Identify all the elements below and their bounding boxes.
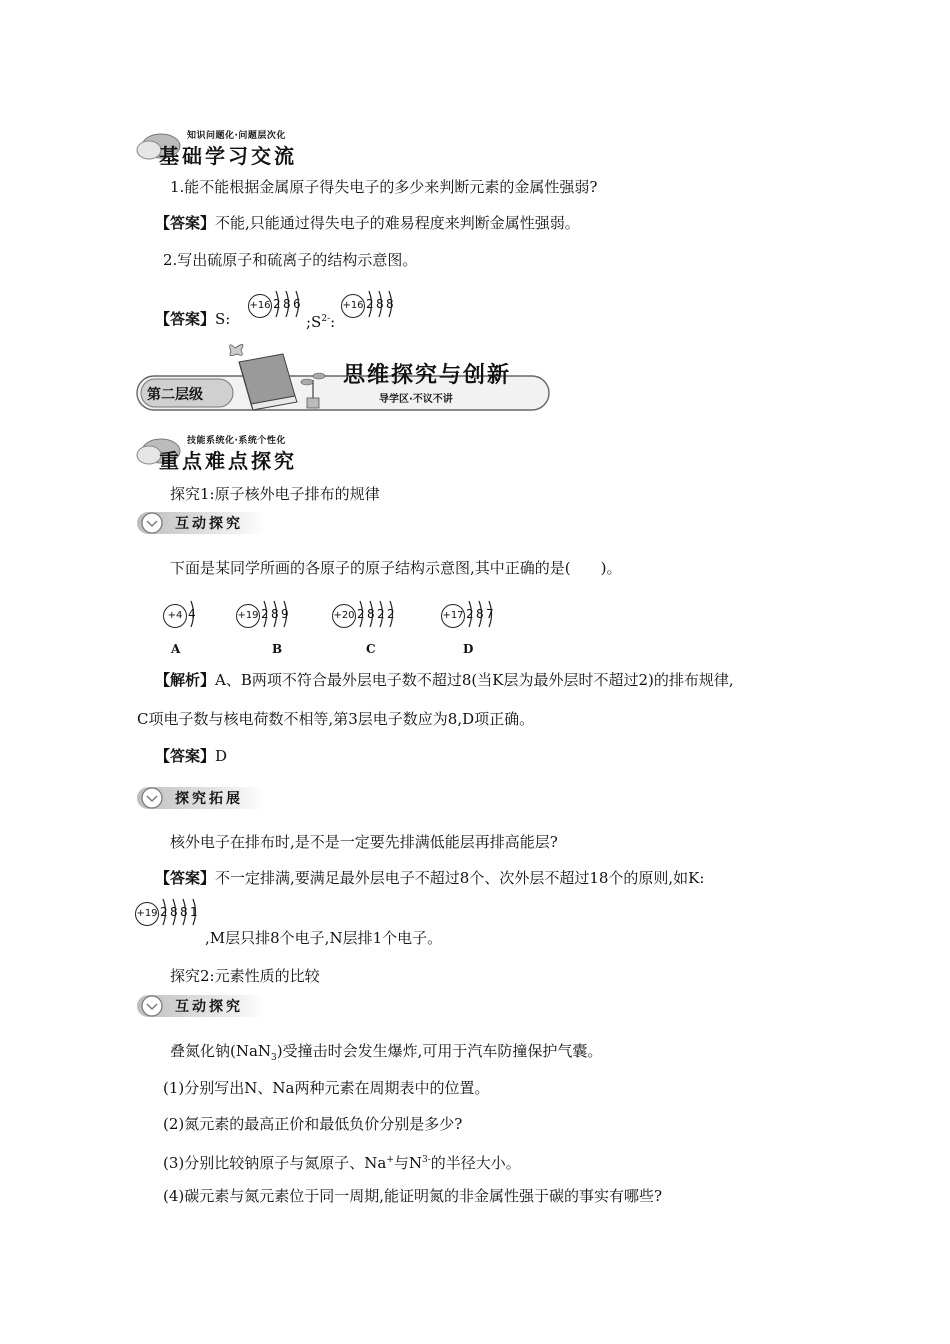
shell-electrons: 2 bbox=[387, 607, 395, 621]
explore1-heading: 探究1:原子核外电子排布的规律 bbox=[170, 485, 380, 503]
superscript: 3- bbox=[422, 1155, 431, 1165]
shell-electrons: 8 bbox=[283, 297, 291, 311]
nucleus: +20 bbox=[332, 604, 356, 628]
charge-sup: 2- bbox=[321, 314, 331, 324]
tab-label: 互动探究 bbox=[175, 516, 243, 532]
analysis-line-1 bbox=[155, 670, 734, 690]
answer-tag: 【答案】 bbox=[155, 214, 216, 232]
option-b-diagram bbox=[236, 596, 306, 656]
analysis-text: A、B两项不符合最外层电子数不超过8(当K层为最外层时不超过2)的排布规律, bbox=[215, 671, 734, 689]
intro-text: 叠氮化钠(NaN bbox=[170, 1042, 272, 1060]
q3-text: 的半径大小。 bbox=[430, 1154, 521, 1172]
option-c-diagram bbox=[332, 596, 412, 656]
q3-text: (3)分别比较钠原子与氮原子、Na bbox=[163, 1154, 387, 1172]
intro-text: )受撞击时会发生爆炸,可用于汽车防撞保护气囊。 bbox=[276, 1042, 603, 1060]
section-title: 重点难点探究 bbox=[159, 449, 297, 473]
shell-electrons: 8 bbox=[386, 297, 394, 311]
question-2: 2.写出硫原子和硫离子的结构示意图。 bbox=[163, 251, 418, 269]
answer-tag: 【答案】 bbox=[155, 747, 216, 765]
subscript: 3 bbox=[271, 1053, 277, 1063]
answer-s2-label bbox=[306, 309, 335, 332]
answer-1 bbox=[155, 213, 580, 233]
shell-electrons: 2 bbox=[466, 607, 474, 621]
shell-electrons: 8 bbox=[476, 607, 484, 621]
atom-diagram-s bbox=[248, 286, 308, 330]
separator: ;S bbox=[306, 313, 322, 331]
answer-3 bbox=[155, 746, 227, 766]
option-label: A bbox=[171, 642, 181, 656]
answer-s-label: S: bbox=[215, 310, 231, 328]
shell-electrons: 8 bbox=[170, 905, 178, 919]
level-banner bbox=[135, 340, 551, 416]
shell-electrons: 2 bbox=[366, 297, 374, 311]
nucleus: +4 bbox=[163, 604, 187, 628]
superscript: + bbox=[386, 1155, 394, 1165]
explore2-q3 bbox=[163, 1150, 521, 1173]
tab-explore-extension bbox=[137, 785, 267, 811]
shell-electrons: 8 bbox=[367, 607, 375, 621]
colon: : bbox=[330, 313, 336, 331]
explore2-intro bbox=[170, 1041, 602, 1068]
answer-text: D bbox=[215, 747, 228, 765]
answer-tag: 【答案】 bbox=[155, 869, 216, 887]
tab-interactive-explore-2 bbox=[137, 993, 267, 1019]
option-a-diagram bbox=[163, 596, 213, 656]
option-label: D bbox=[463, 642, 474, 656]
answer-tag: 【答案】 bbox=[155, 310, 216, 328]
shell-electrons: 8 bbox=[271, 607, 279, 621]
shell-electrons: 9 bbox=[281, 607, 289, 621]
ext-question: 核外电子在排布时,是不是一定要先排满低能层再排高能层? bbox=[170, 833, 558, 851]
banner-subtitle: 导学区·不议不讲 bbox=[379, 394, 453, 405]
shell-electrons: 2 bbox=[160, 905, 168, 919]
ext-answer-line-2: ,M层只排8个电子,N层排1个电子。 bbox=[205, 929, 443, 947]
explore2-heading: 探究2:元素性质的比较 bbox=[170, 967, 320, 985]
shell-electrons: 8 bbox=[180, 905, 188, 919]
q3-text: 与N bbox=[393, 1154, 423, 1172]
analysis-tag: 【解析】 bbox=[155, 671, 216, 689]
answer-text: 不一定排满,要满足最外层电子不超过8个、次外层不超过18个的原则,如K: bbox=[215, 869, 705, 887]
nucleus: +19 bbox=[236, 604, 260, 628]
shell-electrons: 4 bbox=[188, 607, 196, 621]
shell-electrons: 2 bbox=[261, 607, 269, 621]
nucleus: +17 bbox=[441, 604, 465, 628]
banner-title: 思维探究与创新 bbox=[343, 363, 512, 388]
section-title: 基础学习交流 bbox=[159, 144, 297, 168]
banner-level-label: 第二层级 bbox=[147, 387, 203, 403]
shell-electrons: 2 bbox=[357, 607, 365, 621]
explore2-q2: (2)氮元素的最高正价和最低负价分别是多少? bbox=[163, 1115, 463, 1133]
option-label: B bbox=[272, 642, 283, 656]
answer-2 bbox=[155, 309, 230, 329]
explore2-q4: (4)碳元素与氮元素位于同一周期,能证明氮的非金属性强于碳的事实有哪些? bbox=[163, 1187, 663, 1205]
explore2-q1: (1)分别写出N、Na两种元素在周期表中的位置。 bbox=[163, 1079, 490, 1097]
atom-diagram-s2 bbox=[341, 286, 401, 330]
tab-label: 互动探究 bbox=[175, 999, 243, 1015]
nucleus: +16 bbox=[248, 294, 272, 318]
shell-electrons: 7 bbox=[486, 607, 494, 621]
analysis-line-2: C项电子数与核电荷数不相等,第3层电子数应为8,D项正确。 bbox=[137, 710, 535, 728]
explore1-question: 下面是某同学所画的各原子的原子结构示意图,其中正确的是( )。 bbox=[170, 559, 622, 577]
shell-electrons: 8 bbox=[376, 297, 384, 311]
ext-answer-line-1 bbox=[155, 868, 704, 888]
section-header-key bbox=[135, 433, 355, 477]
atom-diagram-k bbox=[135, 894, 207, 938]
shell-electrons: 2 bbox=[377, 607, 385, 621]
section-header-basic bbox=[135, 128, 355, 172]
tab-interactive-explore bbox=[137, 510, 267, 536]
shell-electrons: 1 bbox=[190, 905, 198, 919]
option-d-diagram bbox=[441, 596, 511, 656]
section-caption: 知识问题化·问题层次化 bbox=[187, 131, 286, 141]
tab-label: 探究拓展 bbox=[175, 791, 243, 807]
section-caption: 技能系统化·系统个性化 bbox=[187, 436, 286, 446]
option-label: C bbox=[366, 642, 376, 656]
nucleus: +16 bbox=[341, 294, 365, 318]
shell-electrons: 6 bbox=[293, 297, 301, 311]
nucleus: +19 bbox=[135, 902, 159, 926]
answer-text: 不能,只能通过得失电子的难易程度来判断金属性强弱。 bbox=[215, 214, 580, 232]
question-1: 1.能不能根据金属原子得失电子的多少来判断元素的金属性强弱? bbox=[170, 178, 598, 196]
shell-electrons: 2 bbox=[273, 297, 281, 311]
